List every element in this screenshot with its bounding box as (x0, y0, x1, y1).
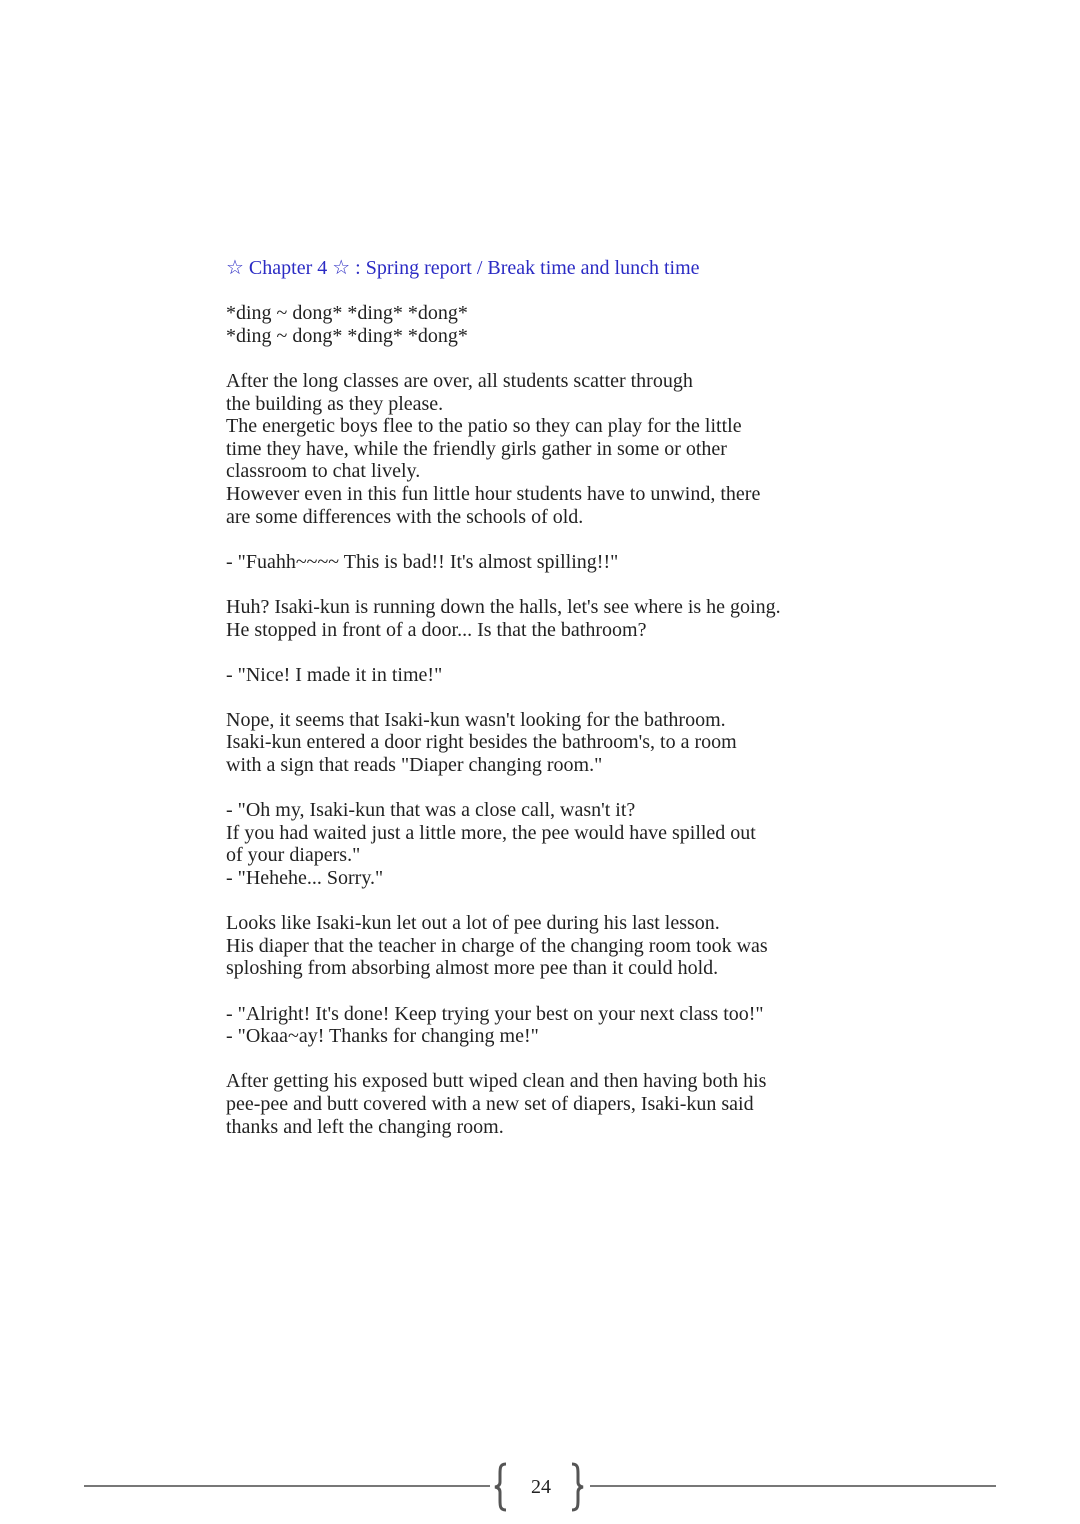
text-line: Huh? Isaki-kun is running down the halls, let's see where is he going. (226, 595, 781, 618)
text-line: After the long classes are over, all students scatter through (226, 369, 693, 392)
text-line: If you had waited just a little more, the pee would have spilled out (226, 821, 756, 844)
paragraph (226, 1070, 866, 1138)
paragraph (226, 551, 866, 574)
text-line: of your diapers." (226, 844, 361, 867)
paragraph-list (226, 302, 866, 1138)
right-brace-icon (568, 1462, 588, 1512)
text-line: He stopped in front of a door... Is that the bathroom? (226, 618, 647, 641)
text-line: Looks like Isaki-kun let out a lot of pee during his last lesson. (226, 912, 720, 935)
footer-rule-right (590, 1485, 996, 1487)
paragraph (226, 596, 866, 641)
text-line: thanks and left the changing room. (226, 1115, 504, 1138)
page-number: 24 (531, 1476, 551, 1498)
text-line: sploshing from absorbing almost more pee than it could hold. (226, 957, 719, 980)
text-line: - "Hehehe... Sorry." (226, 867, 384, 890)
text-line: are some differences with the schools of old. (226, 505, 584, 528)
text-line: *ding ~ dong* *ding* *dong* (226, 302, 468, 325)
page-body (226, 257, 866, 1161)
chapter-title: ☆ Chapter 4 ☆ : Spring report / Break time and lunch time (226, 257, 700, 279)
paragraph (226, 912, 866, 980)
paragraph (226, 302, 866, 347)
text-line: - "Alright! It's done! Keep trying your best on your next class too!" (226, 1002, 764, 1025)
text-line: - "Okaa~ay! Thanks for changing me!" (226, 1025, 539, 1048)
text-line: Nope, it seems that Isaki-kun wasn't looking for the bathroom. (226, 708, 726, 731)
text-line: However even in this fun little hour students have to unwind, there (226, 482, 761, 505)
paragraph (226, 799, 866, 889)
paragraph (226, 709, 866, 777)
text-line: After getting his exposed butt wiped clean and then having both his (226, 1070, 767, 1093)
text-line: His diaper that the teacher in charge of the changing room took was (226, 934, 768, 957)
text-line: - "Oh my, Isaki-kun that was a close call, wasn't it? (226, 799, 636, 822)
text-line: with a sign that reads "Diaper changing room." (226, 754, 603, 777)
text-line: - "Fuahh~~~~ This is bad!! It's almost spilling!!" (226, 550, 619, 573)
left-brace-icon (490, 1462, 510, 1512)
text-line: time they have, while the friendly girls gather in some or other (226, 437, 727, 460)
paragraph (226, 664, 866, 687)
paragraph (226, 1003, 866, 1048)
text-line: Isaki-kun entered a door right besides the bathroom's, to a room (226, 731, 737, 754)
text-line: *ding ~ dong* *ding* *dong* (226, 324, 468, 347)
text-line: - "Nice! I made it in time!" (226, 663, 443, 686)
text-line: pee-pee and butt covered with a new set of diapers, Isaki-kun said (226, 1092, 754, 1115)
paragraph (226, 370, 866, 528)
text-line: the building as they please. (226, 392, 444, 415)
text-line: The energetic boys flee to the patio so they can play for the little (226, 415, 742, 438)
text-line: classroom to chat lively. (226, 460, 421, 483)
page-footer (84, 1462, 996, 1512)
footer-rule-left (84, 1485, 490, 1487)
